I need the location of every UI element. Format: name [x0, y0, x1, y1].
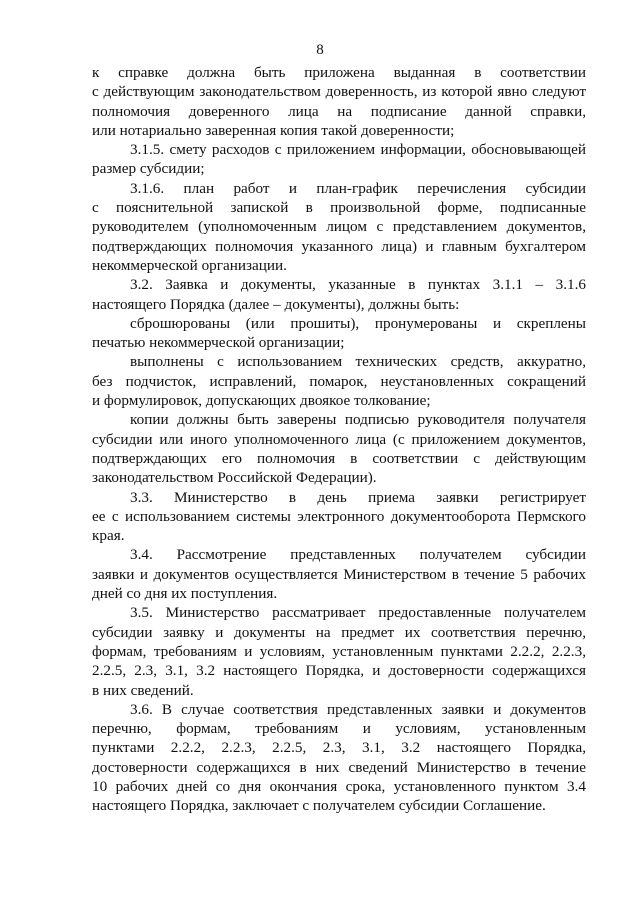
text-line: печатью некоммерческой организации;	[92, 334, 345, 352]
text-line: некоммерческой организации.	[92, 256, 287, 274]
text-line: копии должны быть заверены подписью руководителя получателя	[130, 411, 586, 429]
paragraph-p-3-2-c	[92, 410, 586, 487]
paragraph-p-3-1-5	[92, 140, 586, 179]
text-line: без подчисток, исправлений, помарок, неустановленных сокращений	[92, 372, 586, 390]
page-number: 8	[316, 42, 324, 58]
paragraph-p-3-1-6	[92, 179, 586, 275]
text-line: достоверности содержащихся в них сведений Министерство в течение	[92, 758, 586, 776]
paragraph-p-3-2-b	[92, 352, 586, 410]
text-line: сброшюрованы (или прошиты), пронумерованы и скреплены	[130, 314, 586, 332]
paragraph-p-3-6	[92, 700, 586, 816]
text-line: субсидии или иного уполномоченного лица (с приложением документов,	[92, 430, 586, 448]
text-line: настоящего Порядка, заключает с получателем субсидии Соглашение.	[92, 797, 546, 815]
text-line: выполнены с использованием технических средств, аккуратно,	[130, 353, 586, 371]
text-line: в них сведений.	[92, 681, 194, 699]
paragraph-p-cont	[92, 63, 586, 140]
paragraph-p-3-3	[92, 488, 586, 546]
text-line: 3.6. В случае соответствия представленных заявки и документов	[130, 700, 586, 718]
text-line: 3.1.5. смету расходов с приложением информации, обосновывающей	[130, 141, 586, 159]
text-line: или нотариально заверенная копия такой доверенности;	[92, 121, 455, 139]
text-line: пунктами 2.2.2, 2.2.3, 2.2.5, 2.3, 3.1, 3.2 настоящего Порядка,	[92, 739, 586, 757]
text-line: 2.2.5, 2.3, 3.1, 3.2 настоящего Порядка, и достоверности содержащихся	[92, 662, 586, 680]
text-line: полномочия доверенного лица на подписание данной справки,	[92, 102, 586, 120]
text-line: перечню, формам, требованиям и условиям, установленным	[92, 720, 586, 738]
paragraph-p-3-2-a	[92, 314, 586, 353]
text-line: с действующим законодательством доверенность, из которой явно следуют	[92, 83, 586, 101]
text-line: края.	[92, 527, 125, 545]
text-line: 10 рабочих дней со дня окончания срока, установленного пунктом 3.4	[92, 777, 586, 795]
text-line: подтверждающих полномочия указанного лица) и главным бухгалтером	[92, 237, 586, 255]
text-line: 3.3. Министерство в день приема заявки регистрирует	[130, 488, 586, 506]
paragraph-p-3-2	[92, 275, 586, 314]
paragraph-p-3-5	[92, 603, 586, 699]
text-line: ее с использованием системы электронного документооборота Пермского	[92, 507, 586, 525]
text-line: субсидии заявку и документы на предмет их соответствия перечню,	[92, 623, 586, 641]
text-line: к справке должна быть приложена выданная в соответствии	[92, 64, 586, 81]
text-line: и формулировок, допускающих двоякое толкование;	[92, 392, 431, 410]
text-line: подтверждающих его полномочия в соответствии с действующим	[92, 449, 586, 467]
text-line: с пояснительной запиской в произвольной форме, подписанные	[92, 199, 586, 217]
paragraph-p-3-4	[92, 545, 586, 603]
text-line: настоящего Порядка (далее – документы), должны быть:	[92, 295, 460, 313]
text-line: 3.5. Министерство рассматривает предоставленные получателем	[130, 604, 586, 622]
text-line: законодательством Российской Федерации).	[92, 469, 377, 487]
text-line: дней со дня их поступления.	[92, 585, 278, 603]
text-line: формам, требованиям и условиям, установленным пунктами 2.2.2, 2.2.3,	[92, 642, 586, 660]
document-body	[92, 63, 586, 816]
text-line: 3.1.6. план работ и план-график перечисления субсидии	[130, 179, 586, 197]
text-line: заявки и документов осуществляется Министерством в течение 5 рабочих	[92, 565, 586, 583]
text-line: размер субсидии;	[92, 160, 205, 178]
text-line: 3.4. Рассмотрение представленных получателем субсидии	[130, 546, 586, 564]
text-line: руководителем (уполномоченным лицом с представлением документов,	[92, 218, 586, 236]
text-line: 3.2. Заявка и документы, указанные в пунктах 3.1.1 – 3.1.6	[130, 276, 586, 294]
